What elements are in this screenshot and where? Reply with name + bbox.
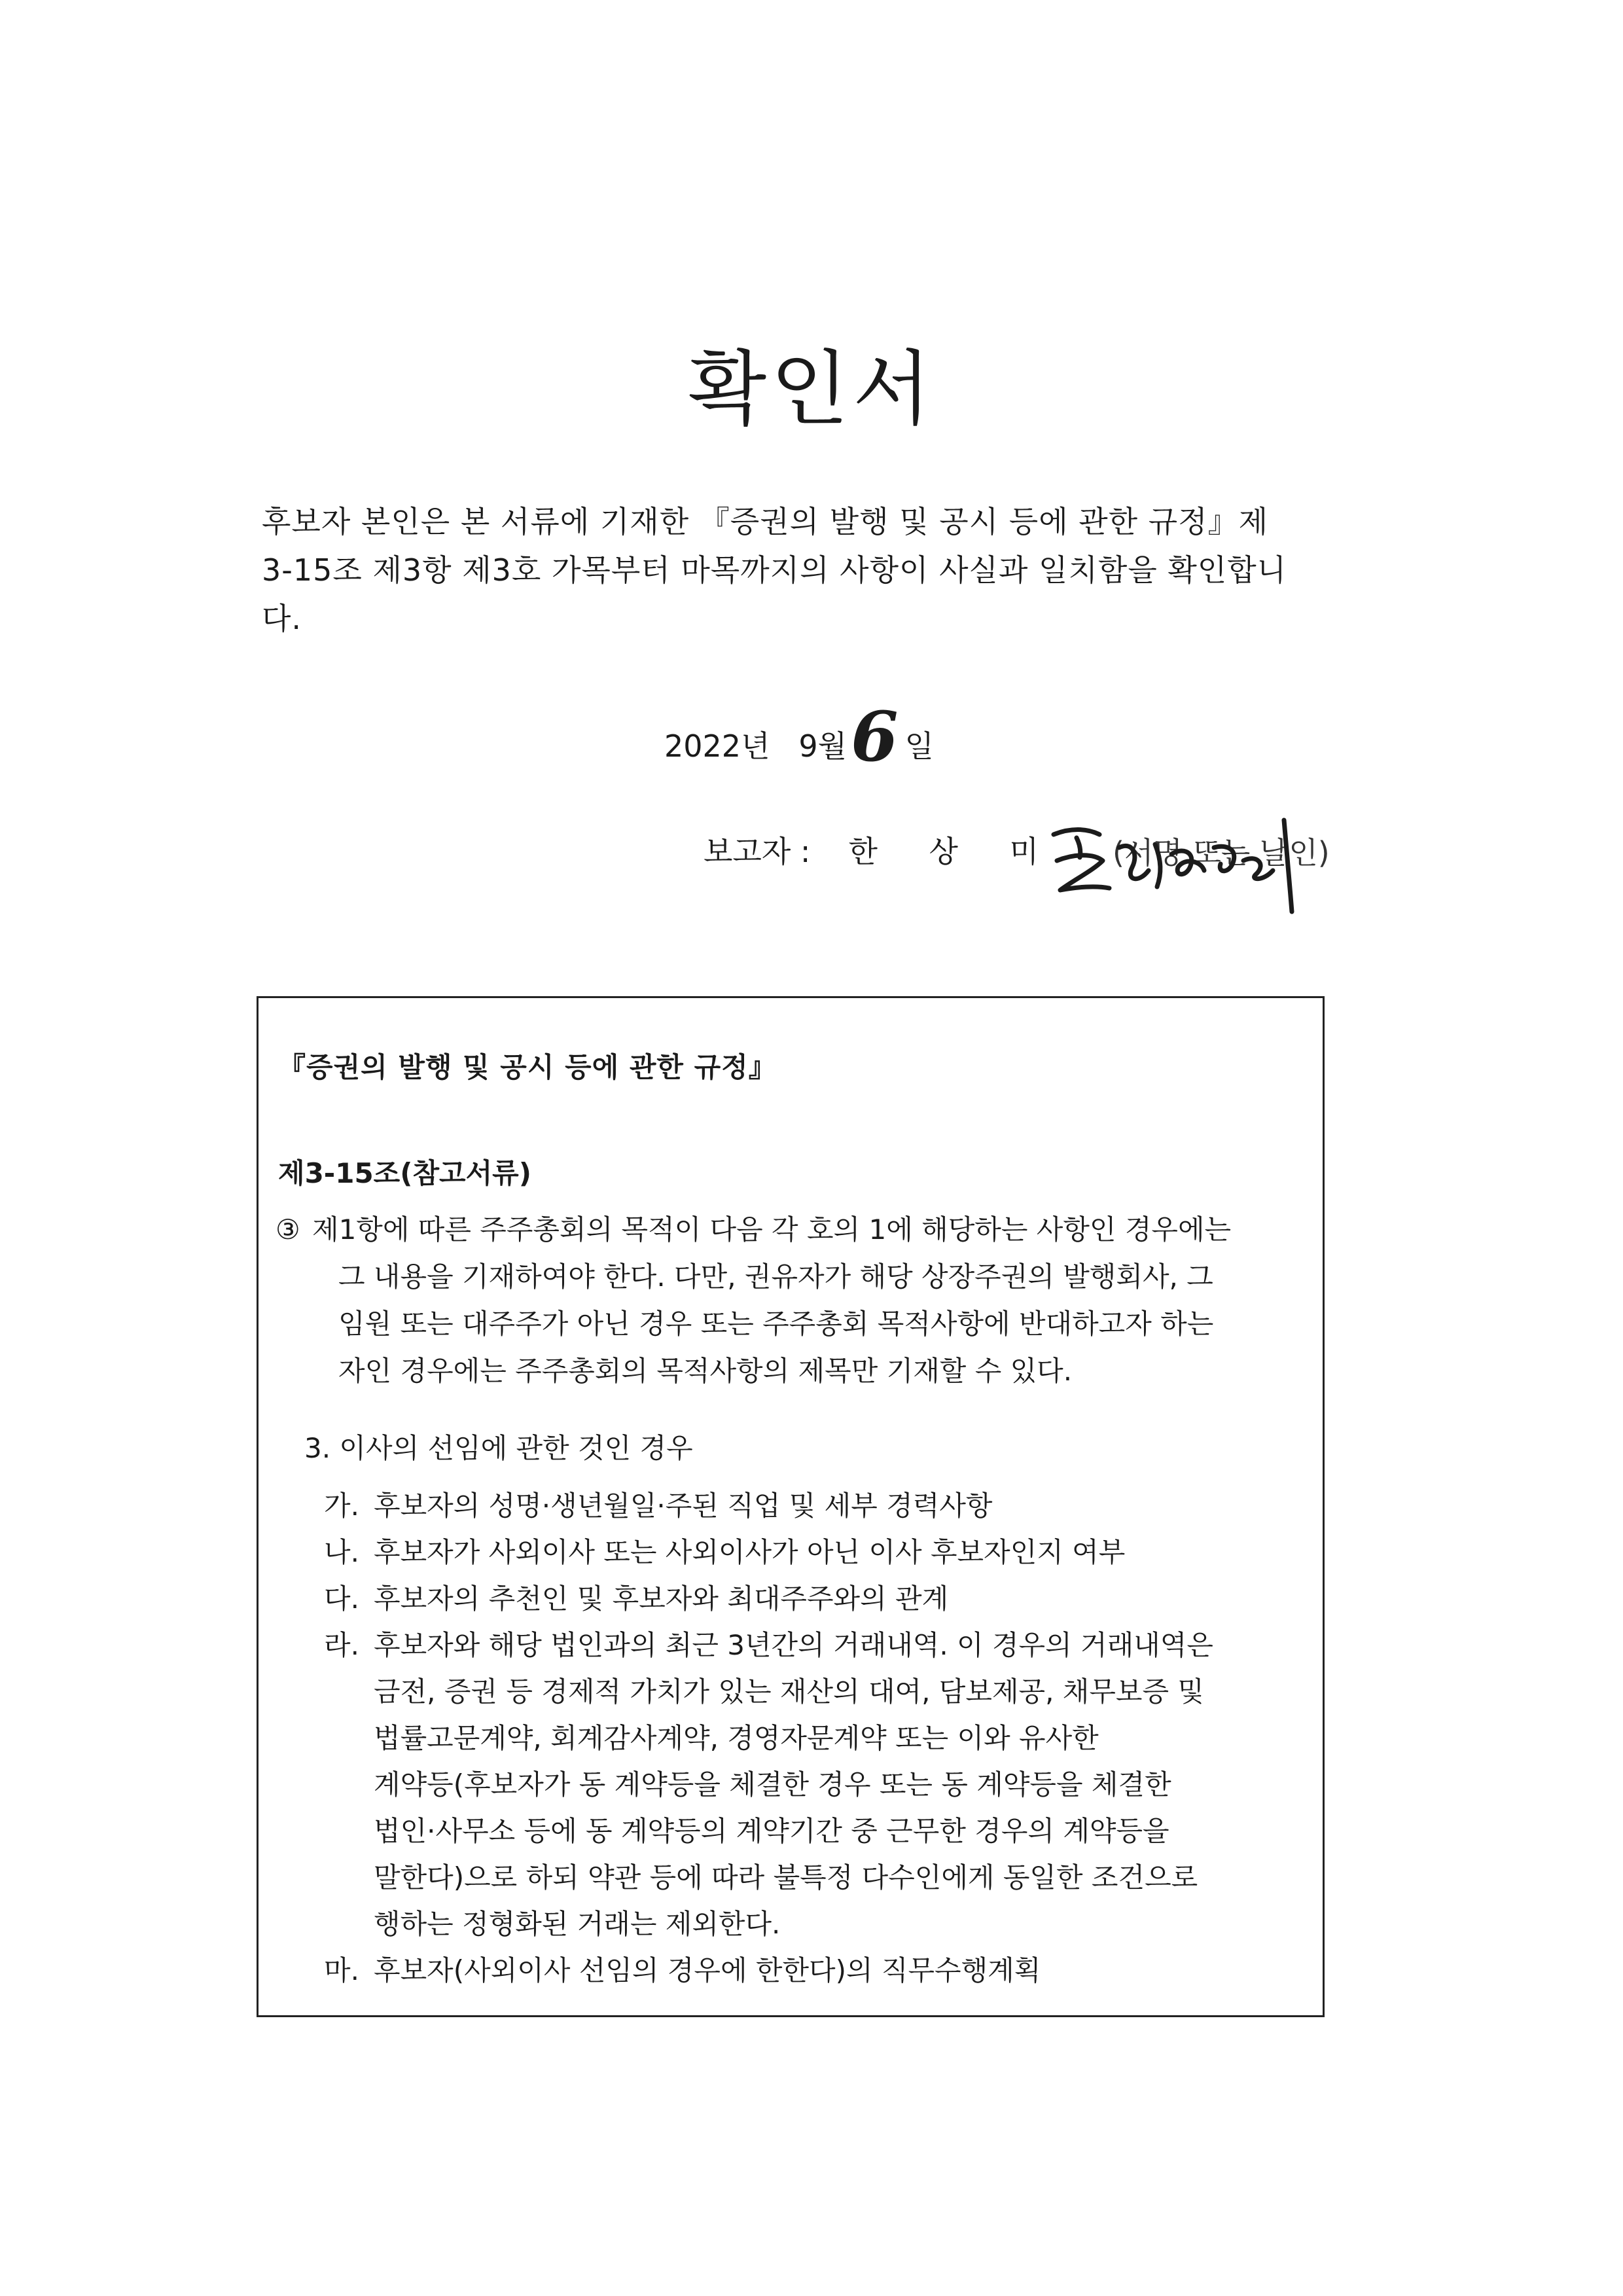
paragraph-line: 그 내용을 기재하여야 한다. 다만, 권유자가 해당 상장주권의 발행회사, 그	[338, 1261, 1213, 1293]
date-day-label: 일	[904, 728, 934, 764]
sub-item-key: 라.	[324, 1629, 359, 1661]
article-title: 제3-15조(참고서류)	[278, 1157, 531, 1189]
sub-item-line: 계약등(후보자가 동 계약등을 체결한 경우 또는 동 계약등을 체결한	[374, 1768, 1171, 1801]
sub-item-line: 말한다)으로 하되 약관 등에 따라 불특정 다수인에게 동일한 조건으로	[374, 1861, 1198, 1893]
sub-item-line: 후보자와 해당 법인과의 최근 3년간의 거래내역. 이 경우의 거래내역은	[374, 1629, 1213, 1661]
date-line	[664, 692, 934, 777]
handwritten-signature-icon	[1041, 808, 1348, 920]
reporter-name: 한 상 미	[848, 834, 1060, 869]
sub-item-line: 법인·사무소 등에 동 계약등의 계약기간 중 근무한 경우의 계약등을	[374, 1815, 1169, 1847]
sub-item-line: 후보자의 성명·생년월일·주된 직업 및 세부 경력사항	[374, 1490, 993, 1522]
paragraph-line: 임원 또는 대주주가 아닌 경우 또는 주주총회 목적사항에 반대하고자 하는	[338, 1308, 1214, 1340]
signature-area	[1041, 808, 1348, 920]
list-item	[324, 1575, 1293, 1622]
paragraph-line: 자인 경우에는 주주총회의 목적사항의 제목만 기재할 수 있다.	[338, 1355, 1073, 1387]
list-item	[324, 1529, 1293, 1575]
sub-item-line: 후보자(사외이사 선임의 경우에 한한다)의 직무수행계획	[374, 1954, 1041, 1986]
list-item	[324, 1947, 1293, 1994]
paragraph-line: 제1항에 따른 주주총회의 목적이 다음 각 호의 1에 해당하는 사항인 경우에는	[312, 1213, 1232, 1246]
sign-label: (서명 또는 날인)	[1113, 835, 1330, 870]
reporter-line	[704, 828, 1060, 871]
sub-item-key: 가.	[324, 1490, 359, 1522]
sub-item-line: 금전, 증권 등 경제적 가치가 있는 재산의 대여, 담보제공, 채무보증 및	[374, 1676, 1205, 1708]
regulation-excerpt-box	[257, 996, 1325, 2017]
statement-line: 후보자 본인은 본 서류에 기재한 『증권의 발행 및 공시 등에 관한 규정』제	[262, 504, 1269, 539]
sub-item-key: 마.	[324, 1954, 359, 1986]
confirmation-statement	[262, 497, 1348, 643]
statement-line: 다.	[262, 601, 302, 636]
sub-item-line: 후보자의 추천인 및 후보자와 최대주주와의 관계	[374, 1583, 949, 1615]
statement-line: 3-15조 제3항 제3호 가목부터 마목까지의 사항이 사실과 일치함을 확인합니	[262, 552, 1287, 588]
sub-item-key: 다.	[324, 1583, 359, 1615]
regulation-title: 『증권의 발행 및 공시 등에 관한 규정』	[278, 1051, 777, 1083]
reporter-label: 보고자 :	[704, 834, 811, 869]
list-item	[324, 1622, 1293, 1947]
item-3-heading: 3. 이사의 선임에 관한 것인 경우	[304, 1432, 693, 1464]
date-year: 2022년	[664, 728, 770, 764]
page-title: 확인서	[688, 342, 935, 437]
date-month: 9월	[798, 728, 847, 764]
paragraph-3	[276, 1206, 1296, 1395]
sub-item-line: 행하는 정형화된 거래는 제외한다.	[374, 1908, 781, 1940]
list-item	[324, 1482, 1293, 1529]
paragraph-marker: ③	[276, 1213, 300, 1246]
sub-item-line: 후보자가 사외이사 또는 사외이사가 아닌 이사 후보자인지 여부	[374, 1536, 1126, 1568]
date-day-handwritten: 6	[851, 696, 899, 777]
sub-item-list	[324, 1482, 1293, 1994]
sub-item-key: 나.	[324, 1536, 359, 1568]
sub-item-line: 법률고문계약, 회계감사계약, 경영자문계약 또는 이와 유사한	[374, 1722, 1099, 1754]
